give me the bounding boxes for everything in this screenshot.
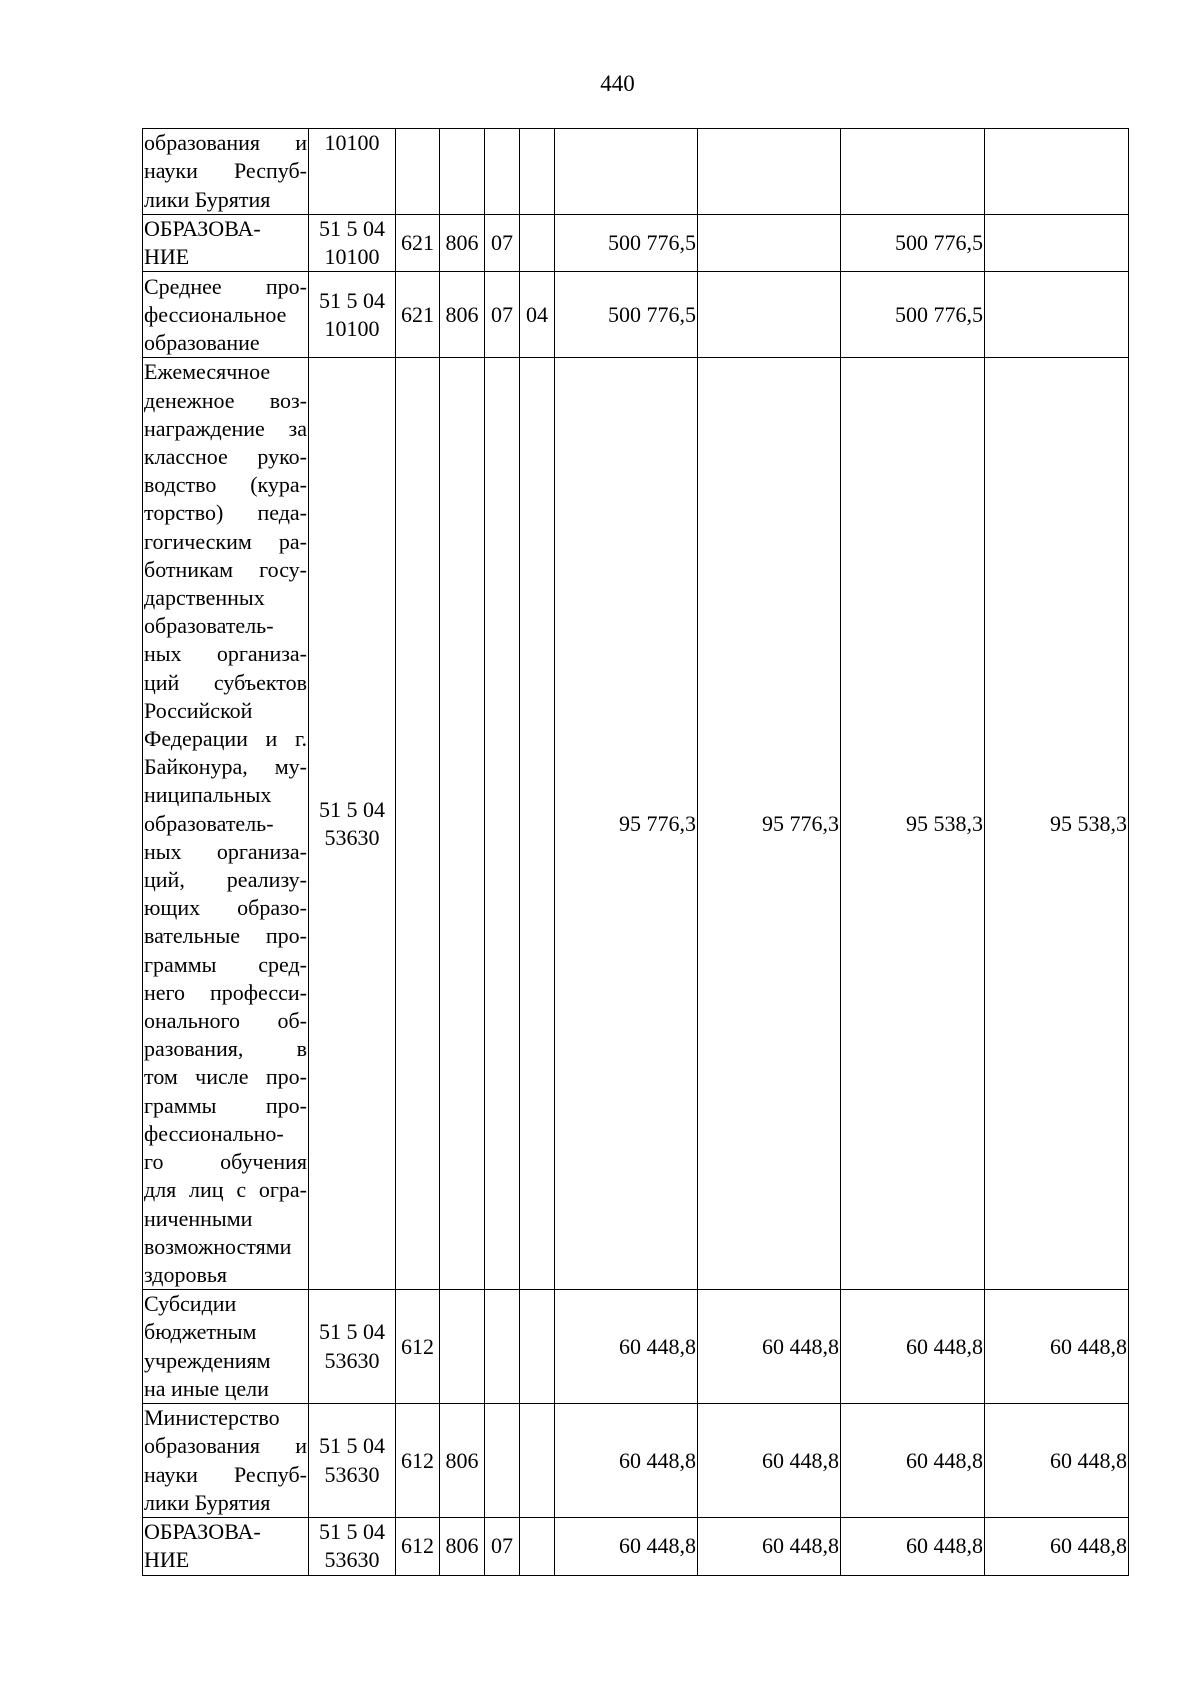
code-line: 51 5 04 [319, 287, 385, 313]
name-line: образования и [144, 130, 307, 156]
table-row [143, 129, 1129, 215]
code-line: 53630 [324, 1347, 380, 1373]
row-v1-cell: 60 448,8 [555, 1290, 698, 1404]
name-line: разования, в [144, 1036, 307, 1062]
row-c4-cell [520, 215, 555, 272]
row-v4-cell: 60 448,8 [985, 1518, 1129, 1575]
row-c4-cell [520, 358, 555, 1290]
name-line: ниципальных [144, 782, 272, 808]
name-line: водство (кура- [144, 472, 307, 498]
row-v1-cell: 60 448,8 [555, 1404, 698, 1518]
name-line: граммы про- [144, 1092, 307, 1118]
row-v4-cell: 95 538,3 [985, 358, 1129, 1290]
code-line: 51 5 04 [319, 1519, 385, 1545]
row-c3-cell [485, 358, 520, 1290]
row-c4-cell [520, 1404, 555, 1518]
name-line: науки Респуб- [144, 1461, 307, 1487]
row-code-cell [309, 129, 396, 215]
row-v2-cell: 95 776,3 [698, 358, 841, 1290]
table-row [143, 1518, 1129, 1575]
name-line: бюджетным [144, 1319, 257, 1345]
row-v4-cell [985, 129, 1129, 215]
name-line: награждение за [144, 415, 307, 441]
row-v1-cell [555, 129, 698, 215]
table-row [143, 1290, 1129, 1404]
row-c3-cell: 07 [485, 215, 520, 272]
code-line: 53630 [324, 1547, 380, 1573]
name-line: граммы сред- [144, 951, 307, 977]
name-line: Ежемесячное [144, 359, 271, 385]
row-c4-cell: 04 [520, 272, 555, 358]
name-line: ниченными [144, 1205, 253, 1231]
name-line: НИЕ [144, 1547, 190, 1573]
name-line: ОБРАЗОВА- [144, 216, 261, 241]
row-c4-cell [520, 129, 555, 215]
row-c2-cell [440, 129, 485, 215]
name-line: для лиц с огра- [144, 1177, 307, 1203]
row-c1-cell: 612 [396, 1518, 440, 1575]
row-v1-cell: 95 776,3 [555, 358, 698, 1290]
code-line: 10100 [324, 315, 380, 341]
row-c2-cell: 806 [440, 1404, 485, 1518]
name-line: науки Респуб- [144, 158, 307, 184]
code-line: 10100 [324, 130, 380, 155]
row-c1-cell [396, 129, 440, 215]
name-line: ных организа- [144, 838, 307, 864]
row-v4-cell: 60 448,8 [985, 1290, 1129, 1404]
name-line: учреждениям [144, 1347, 271, 1373]
name-line: Федерации и г. [144, 726, 307, 752]
row-code-cell [309, 1404, 396, 1518]
name-line: денежное воз- [144, 387, 307, 413]
code-line: 51 5 04 [319, 796, 385, 822]
name-line: на иные цели [144, 1375, 269, 1401]
name-line: фессионально- [144, 1120, 284, 1146]
page-number: 440 [600, 71, 635, 96]
row-v2-cell [698, 272, 841, 358]
row-v3-cell: 500 776,5 [841, 215, 985, 272]
name-line: ОБРАЗОВА- [144, 1519, 261, 1545]
row-c1-cell: 612 [396, 1404, 440, 1518]
row-code-cell [309, 358, 396, 1290]
row-v2-cell [698, 215, 841, 272]
row-code-cell [309, 215, 396, 272]
row-name-cell [143, 129, 309, 215]
row-c1-cell: 612 [396, 1290, 440, 1404]
table-row [143, 272, 1129, 358]
code-line: 10100 [324, 244, 380, 270]
name-line: лики Бурятия [144, 1489, 271, 1515]
name-line: Среднее про- [144, 273, 307, 299]
name-line: том числе про- [144, 1064, 307, 1090]
row-name-cell [143, 215, 309, 272]
row-c4-cell [520, 1290, 555, 1404]
row-c2-cell: 806 [440, 215, 485, 272]
name-line: образование [144, 330, 260, 355]
table-row [143, 215, 1129, 272]
name-line: классное руко- [144, 444, 307, 470]
name-line: возможностями [144, 1233, 292, 1259]
row-c2-cell: 806 [440, 272, 485, 358]
row-v1-cell: 500 776,5 [555, 272, 698, 358]
row-v4-cell: 60 448,8 [985, 1404, 1129, 1518]
table-row [143, 358, 1129, 1290]
name-line: здоровья [144, 1261, 228, 1287]
name-line: Субсидии [144, 1291, 237, 1317]
code-line: 51 5 04 [319, 216, 385, 241]
row-v3-cell: 60 448,8 [841, 1404, 985, 1518]
code-line: 51 5 04 [319, 1433, 385, 1459]
row-c3-cell: 07 [485, 272, 520, 358]
name-line: фессиональное [144, 301, 287, 327]
name-line: го обучения [144, 1149, 307, 1175]
row-c2-cell: 806 [440, 1518, 485, 1575]
row-c3-cell [485, 1290, 520, 1404]
row-code-cell [309, 1518, 396, 1575]
row-v2-cell: 60 448,8 [698, 1290, 841, 1404]
row-c2-cell [440, 358, 485, 1290]
row-c3-cell [485, 129, 520, 215]
row-c3-cell: 07 [485, 1518, 520, 1575]
name-line: образователь- [144, 613, 274, 639]
row-v4-cell [985, 215, 1129, 272]
row-v4-cell [985, 272, 1129, 358]
row-v1-cell: 60 448,8 [555, 1518, 698, 1575]
name-line: лики Бурятия [144, 186, 271, 212]
name-line: онального об- [144, 1008, 307, 1034]
row-c4-cell [520, 1518, 555, 1575]
code-line: 53630 [324, 824, 380, 850]
row-code-cell [309, 1290, 396, 1404]
name-line: ций, реализу- [144, 867, 307, 893]
row-v3-cell: 60 448,8 [841, 1518, 985, 1575]
row-v1-cell: 500 776,5 [555, 215, 698, 272]
row-c2-cell [440, 1290, 485, 1404]
name-line: образователь- [144, 810, 274, 836]
row-v3-cell: 95 538,3 [841, 358, 985, 1290]
row-v3-cell: 60 448,8 [841, 1290, 985, 1404]
row-code-cell [309, 272, 396, 358]
name-line: ботникам госу- [144, 556, 307, 582]
name-line: гогическим ра- [144, 528, 307, 554]
budget-table [142, 128, 1129, 1576]
name-line: дарственных [144, 585, 265, 611]
row-v2-cell: 60 448,8 [698, 1404, 841, 1518]
name-line: ций субъектов [144, 669, 307, 695]
name-line: НИЕ [144, 244, 190, 270]
row-name-cell [143, 358, 309, 1290]
code-line: 53630 [324, 1461, 380, 1487]
row-c3-cell [485, 1404, 520, 1518]
table-row [143, 1404, 1129, 1518]
name-line: образования и [144, 1433, 307, 1459]
row-v3-cell: 500 776,5 [841, 272, 985, 358]
row-name-cell [143, 1290, 309, 1404]
row-name-cell [143, 272, 309, 358]
name-line: Российской [144, 697, 253, 723]
row-c1-cell: 621 [396, 215, 440, 272]
row-name-cell [143, 1404, 309, 1518]
row-c1-cell [396, 358, 440, 1290]
code-line: 51 5 04 [319, 1319, 385, 1345]
row-v3-cell [841, 129, 985, 215]
row-v2-cell [698, 129, 841, 215]
name-line: Байконура, му- [144, 754, 307, 780]
name-line: торство) педа- [144, 500, 307, 526]
row-name-cell [143, 1518, 309, 1575]
row-c1-cell: 621 [396, 272, 440, 358]
name-line: него професси- [144, 979, 307, 1005]
name-line: ющих образо- [144, 895, 307, 921]
row-v2-cell: 60 448,8 [698, 1518, 841, 1575]
name-line: вательные про- [144, 923, 307, 949]
name-line: ных организа- [144, 641, 307, 667]
table-body [143, 129, 1129, 1576]
name-line: Министерство [144, 1405, 280, 1431]
